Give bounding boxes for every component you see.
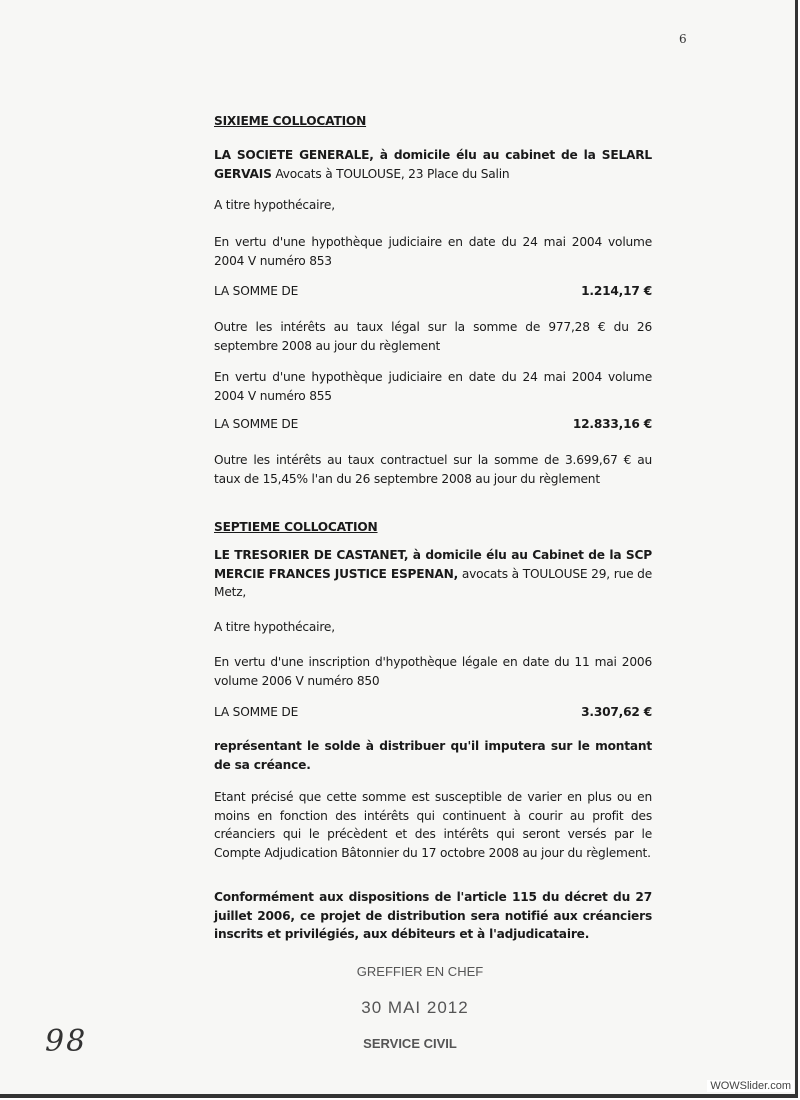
sixieme-item2-interest: Outre les intérêts au taux contractuel sur la somme de 3.699,67 € au taux de 15,45% l'an du 26 septembre 2008 au jour du règlement	[214, 453, 652, 486]
sixieme-item2-sum	[214, 417, 652, 431]
septieme-sum	[214, 705, 652, 719]
stamp-service: SERVICE CIVIL	[363, 1036, 457, 1051]
stamp-greffier: GREFFIER EN CHEF	[356, 964, 484, 979]
sum-label: LA SOMME DE	[214, 417, 299, 431]
creditor-name: LA SOCIETE GENERALE, à domicile élu au cabinet de la SELARL GERVAIS	[214, 148, 652, 181]
sum-amount: 12.833,16 €	[572, 417, 652, 431]
creditor-address: Avocats à TOULOUSE, 23 Place du Salin	[271, 166, 510, 181]
sixieme-titre: A titre hypothécaire,	[214, 198, 335, 212]
septieme-creditor	[214, 546, 652, 602]
sixieme-creditor	[214, 146, 652, 183]
sixieme-item1-interest: Outre les intérêts au taux légal sur la somme de 977,28 € du 26 septembre 2008 au jour du règlement	[214, 320, 652, 353]
sixieme-title	[214, 112, 652, 131]
septieme-representing: représentant le solde à distribuer qu'il imputera sur le montant de sa créance.	[214, 739, 652, 772]
septieme-titre: A titre hypothécaire,	[214, 620, 335, 634]
conclusion: Conformément aux dispositions de l'article 115 du décret du 27 juillet 2006, ce projet de distribution sera notifié aux créanciers inscrits et privilégiés, aux débiteurs et à l'adjudicataire.	[214, 890, 652, 942]
handwritten-number: 98	[45, 1024, 88, 1059]
septieme-note: Etant précisé que cette somme est susceptible de varier en plus ou en moins en fonction des intérêts qui continuent à courir au profit des créanciers qui le précèdent et des intérêts qui seront versés par le Compte Adjudication Bâtonnier du 17 octobre 2008 au jour du règlement.	[214, 790, 652, 861]
septieme-basis: En vertu d'une inscription d'hypothèque légale en date du 11 mai 2006 volume 2006 V numéro 850	[214, 655, 652, 688]
creditor-address: avocats à TOULOUSE 29, rue de Metz,	[214, 566, 653, 600]
stamp-date: 30 MAI 2012	[361, 998, 469, 1017]
watermark: WOWSlider.com	[707, 1080, 794, 1092]
sixieme-item2-basis: En vertu d'une hypothèque judiciaire en date du 24 mai 2004 volume 2004 V numéro 855	[214, 370, 652, 403]
septieme-title	[214, 518, 652, 537]
section-heading: SEPTIEME COLLOCATION	[214, 520, 378, 534]
sum-amount: 1.214,17 €	[581, 284, 652, 298]
sum-label: LA SOMME DE	[214, 705, 299, 719]
sixieme-item1-sum	[214, 284, 652, 298]
section-heading: SIXIEME COLLOCATION	[214, 114, 367, 128]
page-number: 6	[679, 32, 687, 46]
creditor-name: LE TRESORIER DE CASTANET, à domicile élu au Cabinet de la SCP MERCIE FRANCES JUSTICE ESPENAN,	[214, 548, 652, 581]
sixieme-item1-basis: En vertu d'une hypothèque judiciaire en date du 24 mai 2004 volume 2004 V numéro 853	[214, 235, 652, 268]
sum-amount: 3.307,62 €	[581, 705, 652, 719]
sum-label: LA SOMME DE	[214, 284, 299, 298]
